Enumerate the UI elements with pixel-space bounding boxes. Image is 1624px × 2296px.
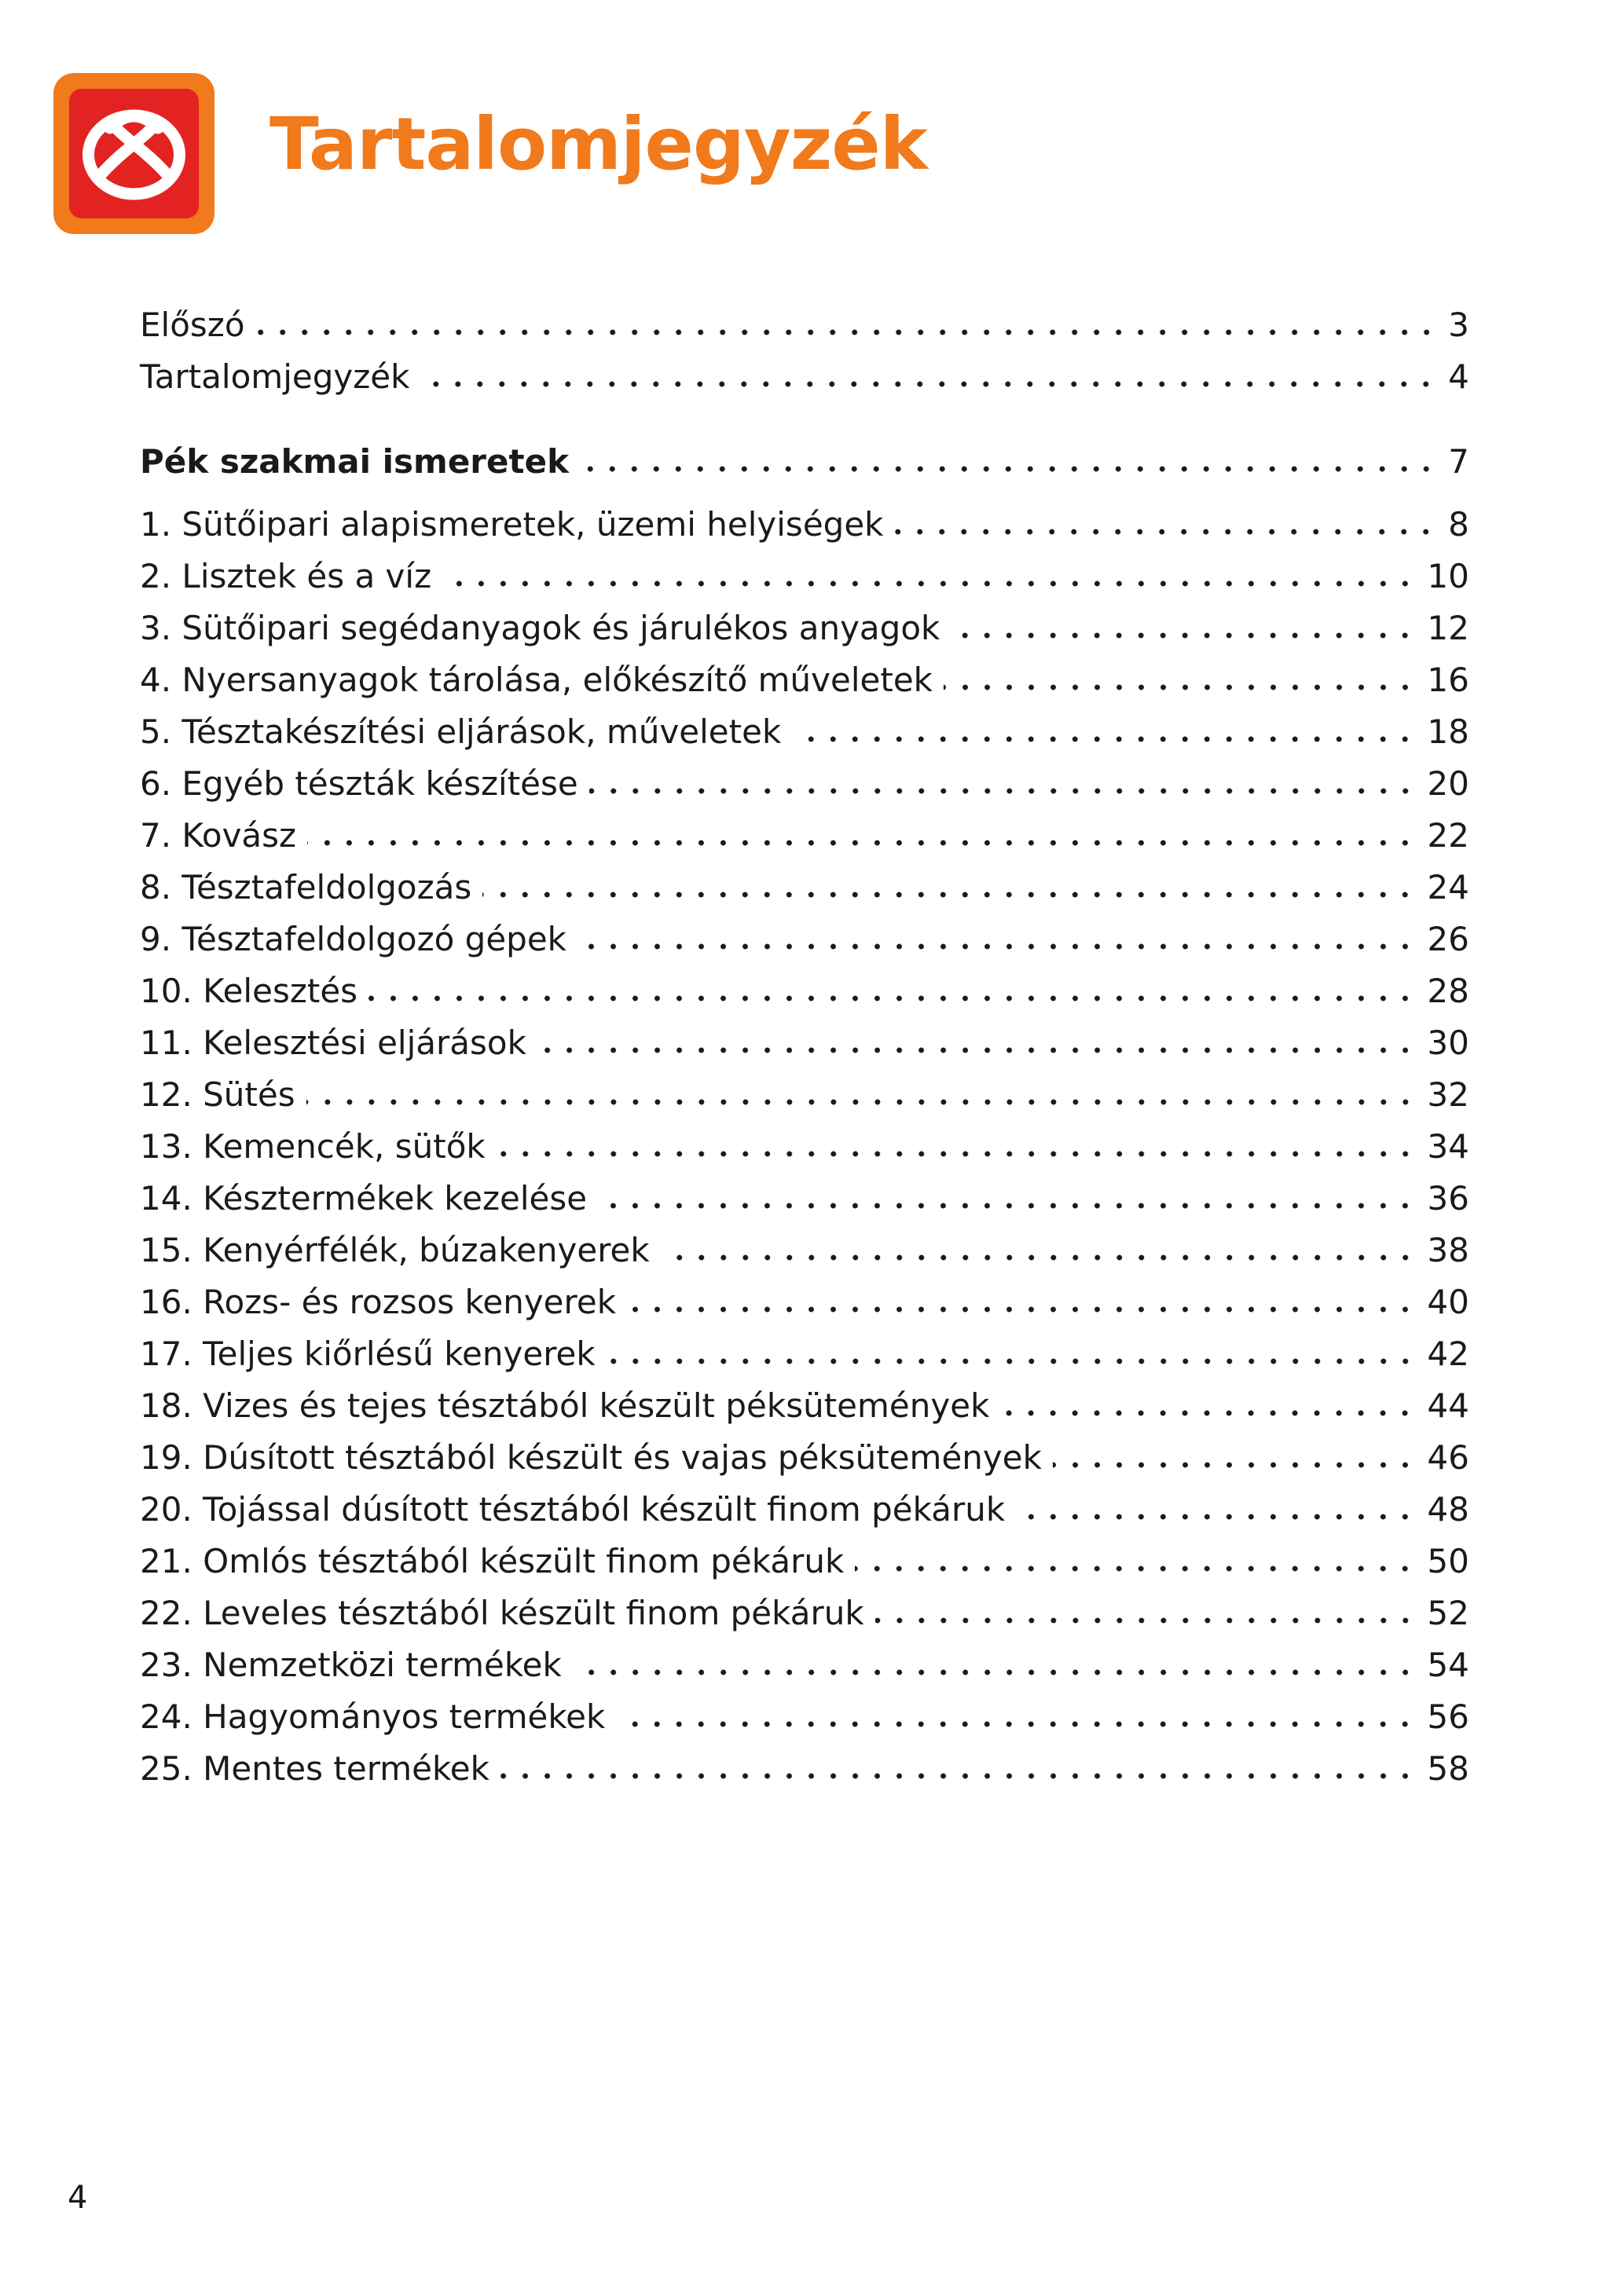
toc-entry-page: 54 [1427,1646,1469,1684]
toc-entry-page: 10 [1427,557,1469,595]
toc-entry-page: 36 [1427,1179,1469,1218]
toc-leader-dots [855,1565,1416,1573]
page-title: Tartalomjegyzék [269,102,927,186]
toc-entry-page: 40 [1427,1283,1469,1321]
toc-entry-label: 1. Sütőipari alapismeretek, üzemi helyiségek [140,505,884,544]
toc-entry[interactable] [140,1595,1469,1632]
toc-entry-page: 8 [1448,505,1469,544]
toc-entry-label: 17. Teljes kiőrlésű kenyerek [140,1335,596,1373]
pretzel-icon [53,73,214,234]
toc-entry[interactable] [140,1128,1469,1166]
toc-entry-label: 21. Omlós tésztából készült finom pékáruk [140,1542,845,1580]
toc-entry-page: 38 [1427,1231,1469,1269]
toc-leader-dots [306,1098,1417,1106]
toc-entry-label: 6. Egyéb tészták készítése [140,764,578,803]
toc-entry-label: 20. Tojással dúsított tésztából készült finom pékáruk [140,1490,1006,1529]
toc-entry[interactable] [140,1698,1469,1736]
toc-entry-page: 56 [1427,1697,1469,1736]
toc-entry-page: 18 [1427,712,1469,751]
toc-entry[interactable] [140,1180,1469,1218]
toc-leader-dots [307,839,1416,847]
toc-leader-dots [580,465,1437,473]
toc-entry-page: 3 [1448,306,1469,344]
toc-entry[interactable] [140,558,1469,595]
toc-leader-dots [573,1668,1417,1676]
toc-entry-page: 58 [1427,1749,1469,1788]
toc-entry-label: 12. Sütés [140,1075,295,1114]
toc-leader-dots [875,1617,1417,1624]
toc-leader-dots [589,787,1417,795]
toc-entry-page: 4 [1448,357,1469,396]
toc-entry[interactable] [140,1387,1469,1425]
toc-leader-dots [482,891,1416,899]
toc-entry[interactable] [140,506,1469,544]
toc-leader-dots [792,735,1416,743]
toc-entry-page: 7 [1448,442,1469,481]
toc-entry-page: 32 [1427,1075,1469,1114]
toc-leader-dots [661,1254,1417,1262]
toc-entry-page: 28 [1427,972,1469,1010]
toc-entry-label: 5. Tésztakészítési eljárások, műveletek [140,712,782,751]
toc-leader-dots [627,1305,1417,1313]
toc-leader-dots [256,328,1438,336]
toc-entry[interactable] [140,1076,1469,1114]
toc-entry-label: 3. Sütőipari segédanyagok és járulékos anyagok [140,609,940,647]
toc-leader-dots [1016,1513,1416,1521]
toc-entry[interactable] [140,1439,1469,1477]
toc-entry[interactable] [140,661,1469,699]
toc-entry[interactable] [140,713,1469,751]
toc-entry[interactable] [140,765,1469,803]
toc-entry-page: 50 [1427,1542,1469,1580]
toc-entry-label: 18. Vizes és tejes tésztából készült péksütemények [140,1386,990,1425]
toc-entry[interactable] [140,1491,1469,1529]
toc-entry-label: 10. Kelesztés [140,972,358,1010]
toc-entry[interactable] [140,1646,1469,1684]
toc-entry-label: 9. Tésztafeldolgozó gépek [140,920,567,958]
toc-entry-label: Pék szakmai ismeretek [140,442,569,481]
toc-entry-page: 48 [1427,1490,1469,1529]
toc-leader-dots [500,1772,1417,1780]
toc-leader-dots [442,580,1416,588]
toc-entry-label: 11. Kelesztési eljárások [140,1023,526,1062]
toc-entry[interactable] [140,1024,1469,1062]
toc-entry[interactable] [140,610,1469,647]
toc-leader-dots [944,683,1417,691]
toc-entry-page: 46 [1427,1438,1469,1477]
toc-entry-page: 52 [1427,1594,1469,1632]
toc-entry-label: 19. Dúsított tésztából készült és vajas péksütemények [140,1438,1042,1477]
toc-entry-page: 22 [1427,816,1469,855]
toc-entry-label: 16. Rozs- és rozsos kenyerek [140,1283,617,1321]
toc-leader-dots [497,1150,1417,1158]
toc-entry-label: Előszó [140,306,245,344]
toc-leader-dots [894,528,1437,536]
toc-entry-page: 26 [1427,920,1469,958]
toc-entry[interactable] [140,869,1469,906]
toc-leader-dots [607,1357,1417,1365]
toc-entry-page: 42 [1427,1335,1469,1373]
toc-entry-label: 15. Kenyérfélék, búzakenyerek [140,1231,650,1269]
toc-leader-dots [420,380,1437,388]
toc-leader-dots [598,1202,1416,1210]
toc-entry[interactable] [140,306,1469,344]
toc-entry-page: 20 [1427,764,1469,803]
logo [53,73,214,234]
toc-leader-dots [577,943,1417,950]
toc-entry[interactable] [140,1750,1469,1788]
toc-leader-dots [1000,1409,1416,1417]
toc-entry[interactable] [140,1283,1469,1321]
toc-entry-label: 4. Nyersanyagok tárolása, előkészítő műveletek [140,661,933,699]
toc-leader-dots [1053,1461,1417,1469]
toc-entry-label: 2. Lisztek és a víz [140,557,432,595]
toc-entry-page: 44 [1427,1386,1469,1425]
toc-entry[interactable] [140,1543,1469,1580]
table-of-contents [140,306,1469,1802]
toc-entry[interactable] [140,972,1469,1010]
toc-entry-label: Tartalomjegyzék [140,357,410,396]
toc-entry-page: 16 [1427,661,1469,699]
toc-entry[interactable] [140,817,1469,855]
toc-entry[interactable] [140,1335,1469,1373]
toc-entry-page: 34 [1427,1127,1469,1166]
toc-entry-label: 7. Kovász [140,816,297,855]
toc-leader-dots [537,1046,1417,1054]
toc-entry-page: 24 [1427,868,1469,906]
toc-entry-page: 12 [1427,609,1469,647]
toc-entry-label: 23. Nemzetközi termékek [140,1646,562,1684]
toc-entry-label: 14. Késztermékek kezelése [140,1179,588,1218]
toc-leader-dots [951,632,1416,639]
toc-entry[interactable] [140,358,1469,396]
page-number: 4 [68,2180,88,2216]
toc-entry-label: 22. Leveles tésztából készült finom pékáruk [140,1594,864,1632]
toc-entry-label: 13. Kemencék, sütők [140,1127,486,1166]
toc-entry-page: 30 [1427,1023,1469,1062]
toc-entry-label: 24. Hagyományos termékek [140,1697,606,1736]
toc-entry-label: 25. Mentes termékek [140,1749,489,1788]
toc-leader-dots [368,994,1416,1002]
toc-entry[interactable] [140,1232,1469,1269]
toc-entry[interactable] [140,443,1469,481]
toc-entry[interactable] [140,921,1469,958]
toc-leader-dots [616,1720,1416,1728]
toc-entry-label: 8. Tésztafeldolgozás [140,868,472,906]
